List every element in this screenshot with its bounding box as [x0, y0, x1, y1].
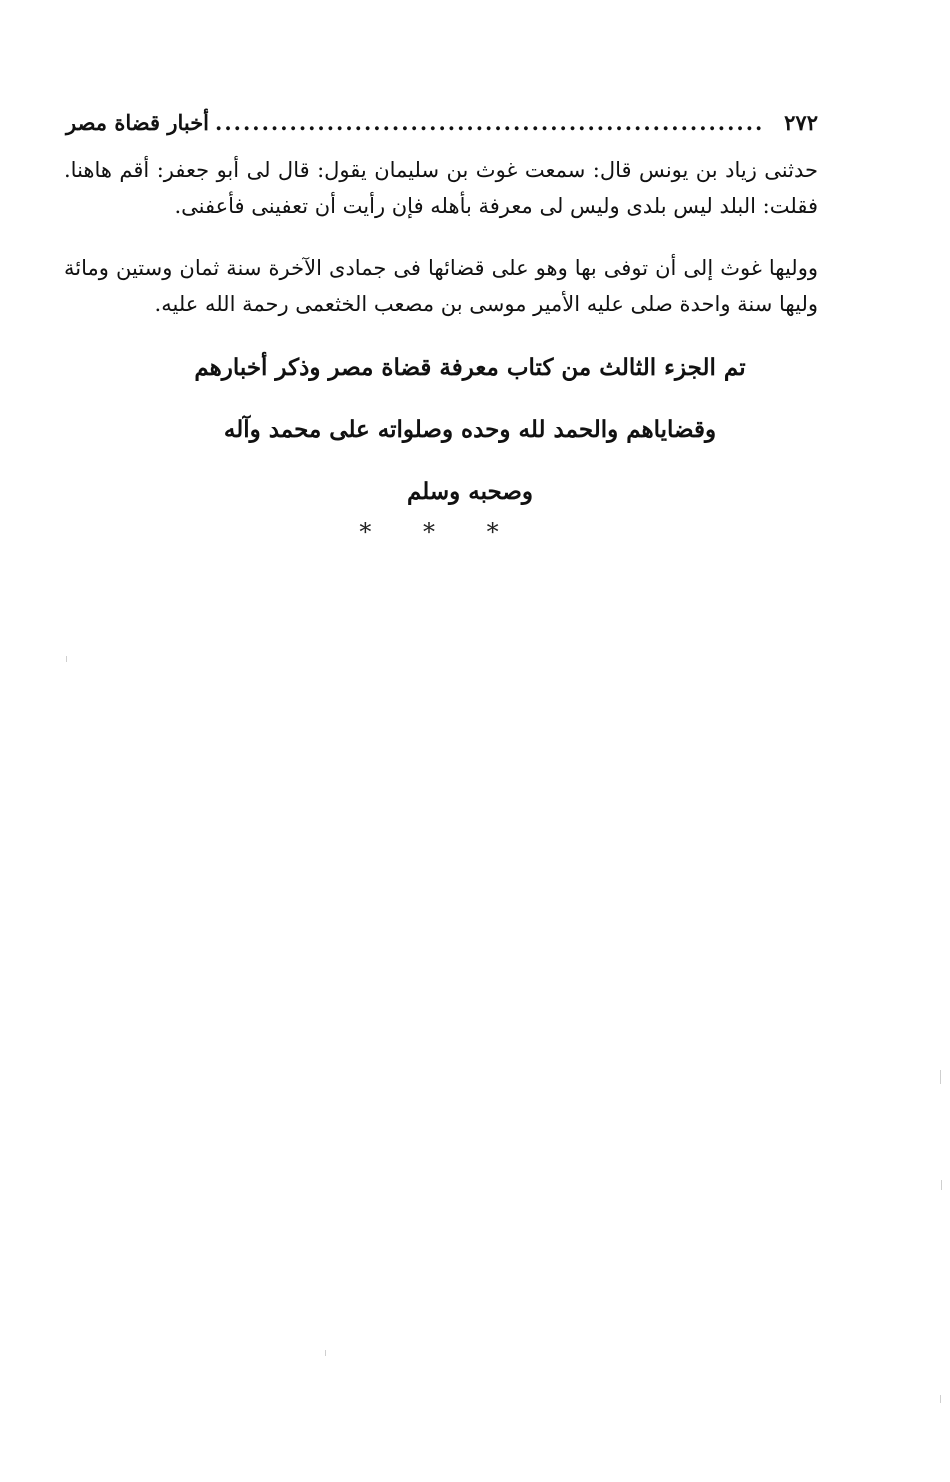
colophon-line: وصحبه وسلم [406, 478, 534, 505]
scan-speck [66, 656, 67, 662]
asterisk-ornament: * * * [359, 518, 521, 546]
colophon-line: تم الجزء الثالث من كتاب معرفة قضاة مصر وذكر أخبارهم [194, 354, 746, 381]
body-paragraph: حدثنى زياد بن يونس قال: سمعت غوث بن سليمان يقول: قال لى أبو جعفر: أقم هاهنا. فقلت: البلد ليس بلدى وليس لى معرفة بأهله فإن رأيت أن تعفينى فأعفنى. [64, 158, 818, 218]
body-paragraph: ووليها غوث إلى أن توفى بها وهو على قضائها فى جمادى الآخرة سنة ثمان وستين ومائة وليها سنة واحدة صلى عليه الأمير موسى بن مصعب الخثعمى رحمة الله عليه. [64, 256, 818, 316]
page-number: ٢٧٢ [784, 109, 818, 135]
colophon-line: وقضاياهم والحمد لله وحده وصلواته على محمد وآله [223, 416, 717, 443]
scan-speck [940, 1395, 941, 1403]
scan-speck [325, 1350, 326, 1356]
running-title: أخبار قضاة مصر [66, 109, 210, 135]
colophon [120, 348, 820, 534]
page-header [66, 104, 818, 140]
scan-speck [940, 1070, 941, 1084]
scan-speck [941, 1180, 942, 1190]
header-dot-leader: ........................................................... [215, 109, 765, 135]
